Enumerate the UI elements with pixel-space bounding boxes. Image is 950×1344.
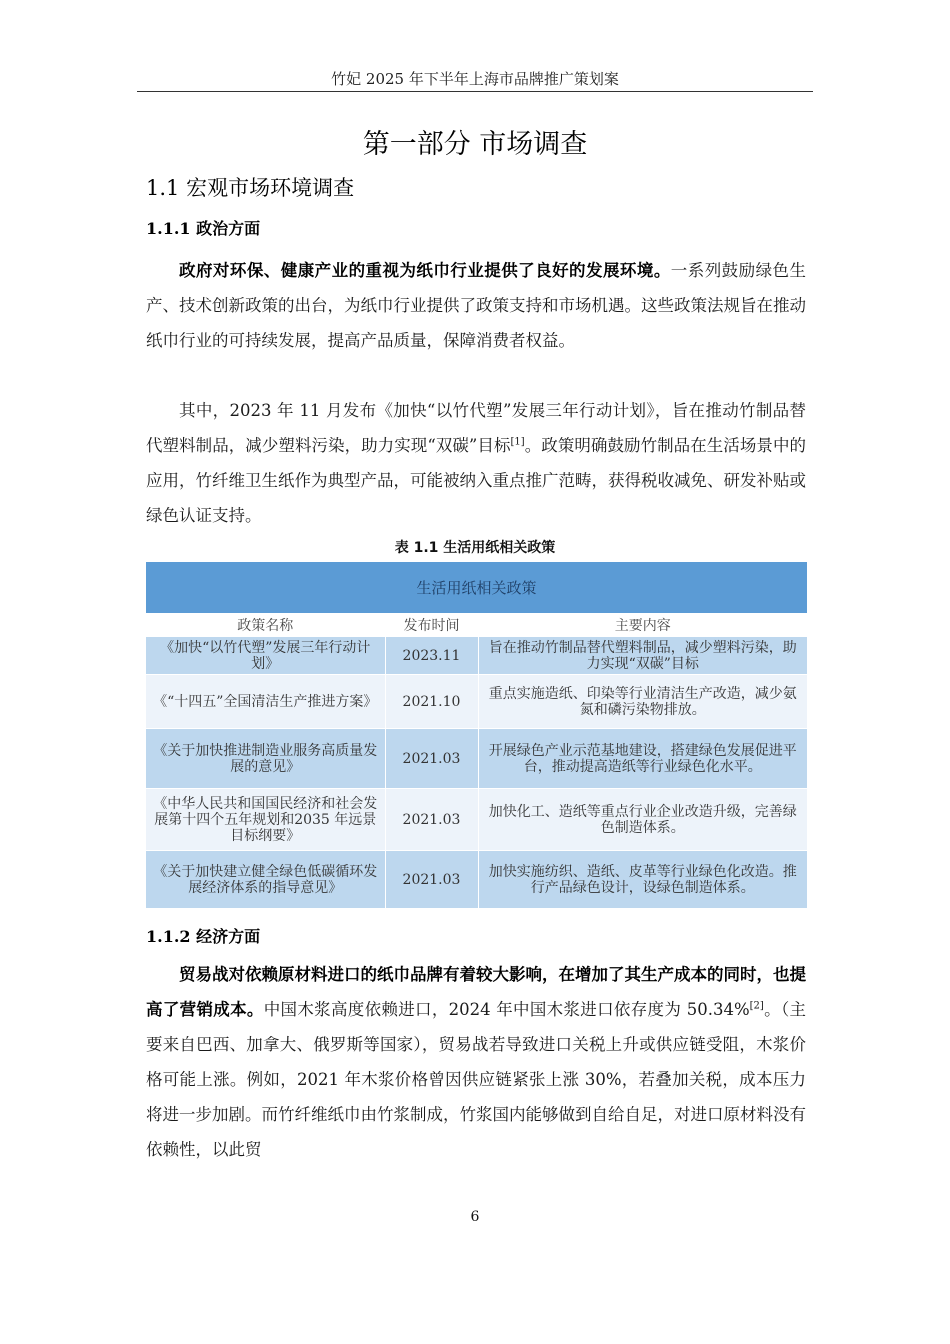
politics-paragraph-1-text: 一系列鼓励绿色生产、技术创新政策的出台，为纸巾行业提供了政策支持和市场机遇。这些政策法规旨在推动纸巾行业的可持续发展，提高产品质量，保障消费者权益。 (146, 261, 807, 350)
citation-ref-2[interactable]: [2] (749, 1000, 764, 1012)
policy-name-cell: 《中华人民共和国国民经济和社会发展第十四个五年规划和2035 年远景目标纲要》 (146, 789, 385, 851)
table-caption: 表 1.1 生活用纸相关政策 (394, 540, 556, 556)
policy-date-cell: 2021.03 (385, 851, 478, 909)
policy-date-cell: 2023.11 (385, 637, 478, 675)
section-heading-1-1: 1.1 宏观市场环境调查 (146, 176, 355, 200)
policy-name-cell: 《加快“以竹代塑”发展三年行动计划》 (146, 637, 385, 675)
policy-content-cell: 开展绿色产业示范基地建设，搭建绿色发展促进平台，推动提高造纸等行业绿色化水平。 (478, 729, 807, 789)
policy-date-cell: 2021.03 (385, 789, 478, 851)
economy-paragraph-1-text-b: 。（主要来自巴西、加拿大、俄罗斯等国家），贸易战若导致进口关税上升或供应链受阻，木浆价格可能上涨。例如，2021 年木浆价格曾因供应链紧张上涨 30%，若叠加关税，成本压力将进一步加剧。而竹纤维纸巾由竹浆制成，竹浆国内能够做到自给自足，对进口原材料没有依赖性，以此贸 (146, 1000, 807, 1159)
policy-table (146, 562, 807, 909)
column-header-content: 主要内容 (478, 615, 807, 637)
table-row (146, 789, 807, 851)
section-heading-1-1-2: 1.1.2 经济方面 (146, 927, 261, 946)
politics-paragraph-1 (146, 253, 806, 358)
economy-paragraph-1-text-a: 中国木浆高度依赖进口，2024 年中国木浆进口依存度为 50.34% (263, 1000, 750, 1019)
policy-name-cell: 《关于加快推进制造业服务高质量发展的意见》 (146, 729, 385, 789)
table-row (146, 851, 807, 909)
policy-content-cell: 重点实施造纸、印染等行业清洁生产改造，减少氨氮和磷污染物排放。 (478, 675, 807, 729)
table-header-row (146, 615, 807, 637)
economy-paragraph-1 (146, 957, 806, 1167)
table-row (146, 675, 807, 729)
economy-key-sentence: 贸易战对依赖原材料进口的纸巾品牌有着较大影响，在增加了其生产成本的同时，也提高了营销成本。 (146, 965, 806, 1019)
politics-paragraph-2-text-a: 其中，2023 年 11 月发布《加快“以竹代塑”发展三年行动计划》，旨在推动竹制品替代塑料制品，减少塑料污染，助力实现“双碳”目标 (146, 401, 806, 455)
part-title: 第一部分 市场调查 (362, 129, 588, 160)
running-header: 竹妃 2025 年下半年上海市品牌推广策划案 (331, 70, 619, 88)
policy-date-cell: 2021.03 (385, 729, 478, 789)
column-header-name: 政策名称 (146, 615, 385, 637)
politics-key-sentence: 政府对环保、健康产业的重视为纸巾行业提供了良好的发展环境。 (179, 261, 671, 280)
table-row (146, 729, 807, 789)
table-title-bar: 生活用纸相关政策 (146, 562, 807, 615)
policy-name-cell: 《“十四五”全国清洁生产推进方案》 (146, 675, 385, 729)
header-divider (137, 91, 813, 92)
page-number: 6 (470, 1209, 480, 1225)
section-heading-1-1-1: 1.1.1 政治方面 (146, 219, 261, 238)
policy-name-cell: 《关于加快建立健全绿色低碳循环发展经济体系的指导意见》 (146, 851, 385, 909)
column-header-date: 发布时间 (385, 615, 478, 637)
policy-content-cell: 加快化工、造纸等重点行业企业改造升级，完善绿色制造体系。 (478, 789, 807, 851)
politics-paragraph-2 (146, 393, 806, 533)
table-row (146, 637, 807, 675)
policy-date-cell: 2021.10 (385, 675, 478, 729)
politics-paragraph-2-text-b: 。政策明确鼓励竹制品在生活场景中的应用，竹纤维卫生纸作为典型产品，可能被纳入重点推广范畴，获得税收减免、研发补贴或绿色认证支持。 (146, 436, 807, 525)
policy-content-cell: 旨在推动竹制品替代塑料制品，减少塑料污染，助力实现“双碳”目标 (478, 637, 807, 675)
policy-content-cell: 加快实施纺织、造纸、皮革等行业绿色化改造。推行产品绿色设计，设绿色制造体系。 (478, 851, 807, 909)
citation-ref-1[interactable]: [1] (510, 436, 525, 448)
